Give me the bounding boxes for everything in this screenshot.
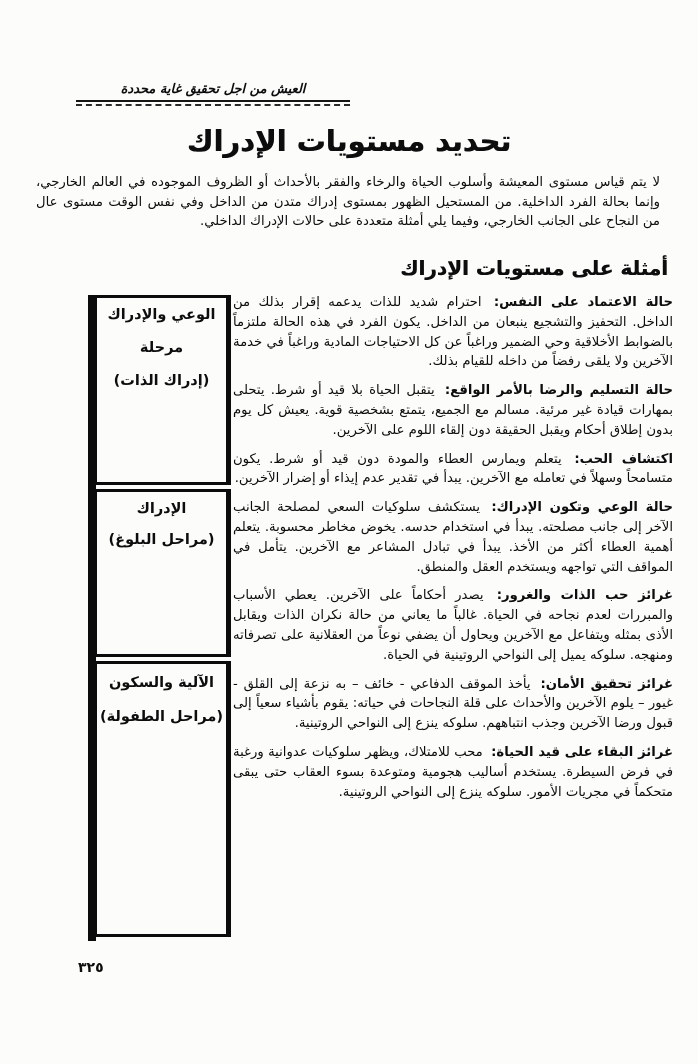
paragraph-lead: غرائز البقاء على قيد الحياة: [491, 744, 673, 760]
stage-box-label: (مراحل البلوغ) [108, 532, 215, 548]
page-title: تحديد مستويات الإدراك [186, 124, 512, 158]
stage-box-perception [96, 489, 231, 657]
content-paragraph [233, 498, 673, 577]
paragraph-lead: اكتشاف الحب: [574, 451, 673, 467]
paragraph-body: يتقبل الحياة بلا قيد أو شرط. يتحلى بمهارات قيادة غير مرئية. مسالم مع الجميع، يتمتع بشخصية قوية. يعيش كل يوم بدون إطلاق أحكام ويقبل الحقيقة دون إلقاء اللوم على الآخرين. [233, 383, 673, 438]
content-paragraph [233, 450, 673, 490]
running-header-rule [76, 104, 350, 106]
stage-box-label: الإدراك [136, 501, 187, 517]
stage-box-automatism [96, 661, 231, 937]
intro-paragraph: لا يتم قياس مستوى المعيشة وأسلوب الحياة والرخاء والفقر بالأحداث أو الظروف الموجوده في العالم الخارجي، وإنما بحالة الفرد الداخلية. من المستحيل الظهور بمستوى إدراك متدن من الداخل وفي نفس الوقت مستوى عال من النجاح على الجانب الخارجي، وفيما يلي أمثلة متعددة على حالات الإدراك الداخلي. [36, 175, 660, 230]
content-paragraph [233, 293, 673, 372]
stage-box-label: (إدراك الذات) [113, 373, 210, 389]
stage-box-label: (مراحل الطفولة) [100, 709, 223, 725]
paragraph-body: يستكشف سلوكيات السعي لمصلحة الجانب الآخر إلى جانب مصلحته. يبدأ في استخدام حدسه. يخوض مخاطر محسوبة. يتعلم أهمية العطاء أكثر من الأخذ. يبدأ في تبادل المشاعر مع الآخرين. يتأمل في المواقف التي تواجهه ويستخدم العقل والمنطق. [233, 500, 673, 575]
running-header-text: العيش من اجل تحقيق غاية محددة [76, 82, 350, 102]
paragraph-lead: غرائز حب الذات والغرور: [496, 588, 673, 604]
paragraph-body: يأخذ الموقف الدفاعي - خائف – به نزعة إلى القلق - غيور – يلوم الآخرين والأحداث على قلة النجاحات في حياته: يقوم بأشياء سعياً إلى قبول ورضا الآخرين وجذب انتباههم. سلوكه ينزع إلى النواحي الروتينية. [233, 676, 673, 732]
section-subtitle: أمثلة على مستويات الإدراك [400, 256, 668, 280]
stage-column [88, 295, 231, 941]
paragraph-lead: حالة الوعي وتكون الإدراك: [491, 500, 673, 516]
stage-box-awareness [96, 295, 231, 485]
main-text-column [233, 293, 673, 811]
paragraph-lead: حالة الاعتماد على النفس: [493, 295, 673, 310]
content-paragraph [233, 586, 673, 665]
paragraph-lead: غرائز تحقيق الأمان: [540, 676, 673, 692]
content-paragraph [233, 675, 673, 734]
stage-box-label: الآلية والسكون [108, 675, 215, 691]
running-header [76, 82, 350, 106]
content-paragraph [233, 381, 673, 440]
content-paragraph [233, 743, 673, 802]
paragraph-body: يتعلم ويمارس العطاء والمودة دون قيد أو شرط. يكون متسامحاً وسهلاً في تعامله مع الآخرين. يبدأ في تقدير عدم إيذاء أو إضرار الآخرين. [233, 451, 673, 487]
stage-box-label: الوعي والإدراك [107, 307, 216, 323]
paragraph-body: محب للامتلاك، ويظهر سلوكيات عدوانية ورغبة في فرض السيطرة. يستخدم أساليب هجومية ومتوعدة بسوء العقاب حتى يبقى متحكماً في مجريات الأمور. سلوكه ينزع إلى النواحي الروتينية. [233, 744, 673, 800]
paragraph-lead: حالة التسليم والرضا بالأمر الواقع: [444, 383, 673, 399]
paragraph-body: احترام شديد للذات يدعمه إقرار بذلك من الداخل. التحفيز والتشجيع ينبعان من الداخل. يكون الفرد في هذه الحالة ملتزماً بالضوابط الأخلاقية وحي الضمير وراغباً عن كل الاحتياجات المادية وراغباً في خدمة الآخرين ولا يلقى رفضاً من داخله للقيام بذلك. [233, 295, 673, 370]
paragraph-body: يصدر أحكاماً على الآخرين. يعطي الأسباب والمبررات لعدم نجاحه في الحياة. غالباً ما يعاني من حالة نكران الذات ويقابل الأذى بمثله ويتفاعل مع الآخرين ويحاول أن يضفي نوعاً من العقلانية على تصرفاته ومنهجه. سلوكه يميل إلى النواحي الروتينية في الحياة. [233, 588, 673, 663]
page-number: ٣٢٥ [78, 960, 104, 976]
stage-box-label: مرحلة [139, 340, 184, 356]
